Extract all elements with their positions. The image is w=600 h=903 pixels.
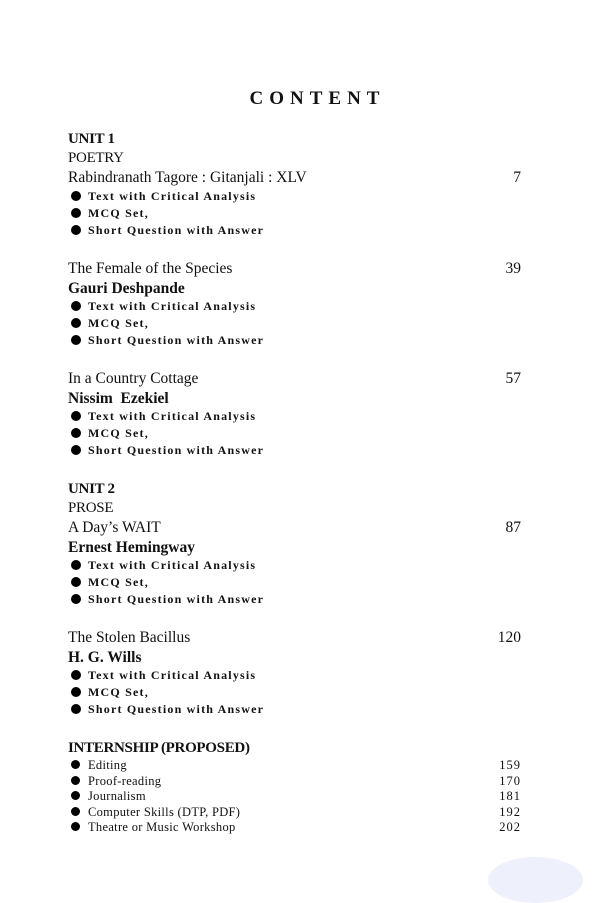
bullet-dot-icon xyxy=(71,411,81,421)
table-of-contents xyxy=(68,129,521,836)
bullet-dot-icon xyxy=(71,225,81,235)
bullet-dot-icon xyxy=(71,191,81,201)
entry-author: Gauri Deshpande xyxy=(68,280,185,297)
internship-item xyxy=(68,774,521,790)
page-corner-shadow xyxy=(488,857,583,903)
internship-item-label: Editing xyxy=(88,758,127,772)
internship-item xyxy=(68,758,521,774)
entry-page-number: 39 xyxy=(505,260,521,277)
unit-2-section: PROSE xyxy=(68,500,114,516)
bullet-item: Short Question with Answer xyxy=(68,591,521,608)
bullet-item: Text with Critical Analysis xyxy=(68,188,521,205)
internship-heading: INTERNSHIP (PROPOSED) xyxy=(68,740,250,756)
bullet-dot-icon xyxy=(71,760,80,769)
toc-entry xyxy=(68,518,521,608)
bullet-dot-icon xyxy=(71,445,81,455)
bullet-dot-icon xyxy=(71,687,81,697)
entry-bullet-list xyxy=(68,408,521,459)
entry-title: A Day’s WAIT xyxy=(68,519,161,536)
bullet-dot-icon xyxy=(71,822,80,831)
entry-page-number: 7 xyxy=(513,169,521,186)
toc-entry xyxy=(68,168,521,239)
internship-item-page: 170 xyxy=(499,773,521,788)
unit-1-section: POETRY xyxy=(68,150,124,166)
entry-author: Ernest Hemingway xyxy=(68,539,196,556)
page-title: CONTENT xyxy=(249,88,386,109)
bullet-dot-icon xyxy=(71,594,81,604)
bullet-item: MCQ Set, xyxy=(68,684,521,701)
bullet-dot-icon xyxy=(71,335,81,345)
bullet-item: Text with Critical Analysis xyxy=(68,557,521,574)
entry-bullet-list xyxy=(68,298,521,349)
entry-page-number: 120 xyxy=(497,629,521,646)
bullet-dot-icon xyxy=(71,560,81,570)
bullet-dot-icon xyxy=(71,670,81,680)
bullet-item: MCQ Set, xyxy=(68,205,521,222)
bullet-dot-icon xyxy=(71,428,81,438)
bullet-dot-icon xyxy=(71,318,81,328)
internship-item-page: 192 xyxy=(499,804,521,819)
entry-title: The Female of the Species xyxy=(68,260,233,277)
bullet-item: Short Question with Answer xyxy=(68,332,521,349)
internship-item-label: Computer Skills (DTP, PDF) xyxy=(88,804,241,819)
bullet-dot-icon xyxy=(71,301,81,311)
entry-bullet-list xyxy=(68,188,521,239)
bullet-item: Text with Critical Analysis xyxy=(68,667,521,684)
entry-title: The Stolen Bacillus xyxy=(68,629,191,646)
internship-item-label: Proof-reading xyxy=(88,773,162,788)
bullet-dot-icon xyxy=(71,776,80,785)
unit-2-heading: UNIT 2 xyxy=(68,481,115,497)
bullet-dot-icon xyxy=(71,704,81,714)
entry-title: In a Country Cottage xyxy=(68,370,199,387)
internship-item-label: Theatre or Music Workshop xyxy=(88,820,236,834)
bullet-dot-icon xyxy=(71,791,80,800)
bullet-dot-icon xyxy=(71,577,81,587)
unit-1-heading: UNIT 1 xyxy=(68,131,115,147)
internship-list xyxy=(68,758,521,836)
entry-bullet-list xyxy=(68,667,521,718)
entry-bullet-list xyxy=(68,557,521,608)
bullet-dot-icon xyxy=(71,208,81,218)
bullet-item: Short Question with Answer xyxy=(68,222,521,239)
internship-item-page: 159 xyxy=(499,758,521,772)
bullet-item: MCQ Set, xyxy=(68,315,521,332)
internship-item xyxy=(68,805,521,821)
toc-entry xyxy=(68,369,521,459)
toc-entry xyxy=(68,628,521,718)
internship-item-page: 181 xyxy=(499,789,521,803)
bullet-dot-icon xyxy=(71,807,80,816)
entry-page-number: 87 xyxy=(505,519,521,536)
entry-page-number: 57 xyxy=(505,370,521,387)
entry-author: H. G. Wills xyxy=(68,649,142,666)
internship-item-label: Journalism xyxy=(88,789,146,803)
bullet-item: MCQ Set, xyxy=(68,425,521,442)
internship-item-page: 202 xyxy=(499,820,521,834)
bullet-item: Text with Critical Analysis xyxy=(68,408,521,425)
bullet-item: Short Question with Answer xyxy=(68,701,521,718)
internship-item xyxy=(68,789,521,805)
entry-title: Rabindranath Tagore : Gitanjali : XLV xyxy=(68,169,307,186)
bullet-item: MCQ Set, xyxy=(68,574,521,591)
entry-author: Nissim Ezekiel xyxy=(68,390,169,407)
toc-entry xyxy=(68,259,521,349)
bullet-item: Text with Critical Analysis xyxy=(68,298,521,315)
bullet-item: Short Question with Answer xyxy=(68,442,521,459)
internship-item xyxy=(68,820,521,836)
